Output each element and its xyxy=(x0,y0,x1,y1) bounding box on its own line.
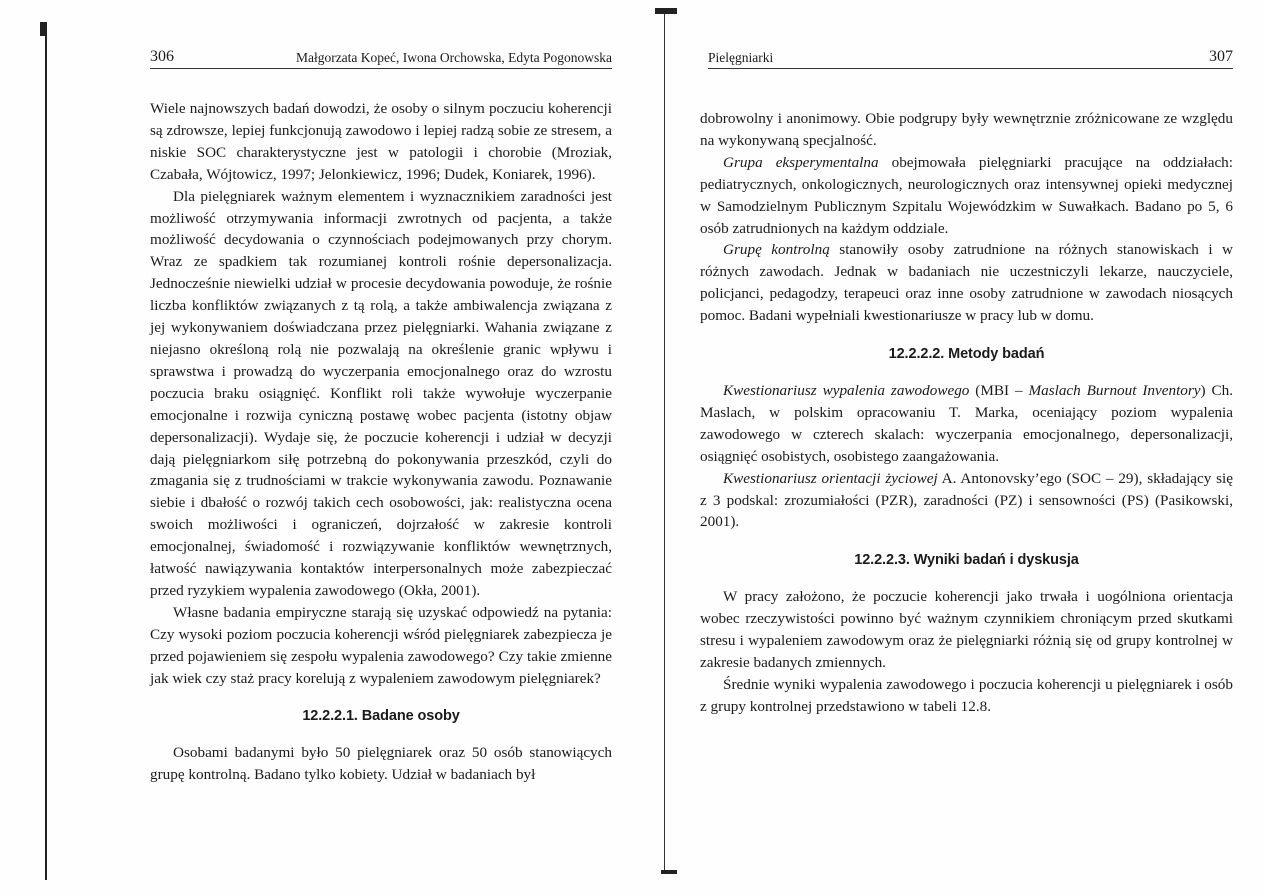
paragraph: Dla pielęgniarek ważnym elementem i wyznacznikiem zaradności jest możliwość otrzymywania informacji zwrotnych od pacjenta, a także możliwość decydowania o czynnościach podejmowanych przy chorym. Wraz ze spadkiem tak rozumianej kontroli rośnie depersonalizacja. Jednocześnie niewielki udział w procesie decydowania powoduje, że rośnie liczba konfliktów związanych z tą rolą, a także ambiwalencja związana z jej wykonywaniem doświadczana przez pielęgniarki. Wahania związane z niejasno określoną rolą nie pozwalają na określenie granic wpływu i sprawstwa i prowadzą do wyczerpania emocjonalnego oraz do wzrostu poczucia braku osiągnięć. Konflikt roli także wywołuje wyczerpanie emocjonalne i rozwija cyniczną postawę wobec pacjenta (istotny objaw depersonalizacji). Wydaje się, że poczucie koherencji i udział w decyzji dają pielęgniarkom siłę potrzebną do pokonywania przeszkód, czyli do zmagania się z trudnościami w trakcie wykonywania zawodu. Poznawanie siebie i dbałość o rozwój takich cech osobowości, jak: realistyczna ocena swoich możliwości i ograniczeń, dojrzałość w zakresie kontroli emocjonalnej, świadomość i rozwiązywanie konfliktów wewnętrznych, łatwość nawiązywania kontaktów interpersonalnych może zabezpieczać przed ryzykiem wypalenia zawodowego (Okła, 2001). xyxy=(150,187,612,599)
paragraph: Średnie wyniki wypalenia zawodowego i poczucia koherencji u pielęgniarek i osób z grupy kontrolnej przedstawiono w tabeli 12.8. xyxy=(700,675,1233,715)
left-page-body xyxy=(150,98,612,786)
paragraph: Wiele najnowszych badań dowodzi, że osoby o silnym poczuciu koherencji są zdrowsze, lepiej funkcjonują zawodowo i lepiej radzą sobie ze stresem, a niskie SOC charakterystyczne jest w patologii i chorobie (Mroziak, Czabała, Wójtowicz, 1997; Jelonkiewicz, 1996; Dudek, Koniarek, 1996). xyxy=(150,100,612,183)
right-page-body xyxy=(700,108,1233,718)
italic-term: Maslach Burnout Inventory xyxy=(1028,381,1201,399)
paragraph: W pracy założono, że poczucie koherencji jako trwała i uogólniona orientacja wobec rzeczywistości powinno być ważnym czynnikiem chroniącym przed skutkami stresu i wypaleniem zawodowym oraz że pielęgniarki różnią się od grupy kontrolnej w zakresie badanych zmiennych. xyxy=(700,588,1233,671)
italic-term: Kwestionariusz wypalenia zawodowego xyxy=(723,381,970,399)
italic-term: Grupę kontrolną xyxy=(723,241,830,259)
italic-term: Kwestionariusz orientacji życiowej xyxy=(723,469,938,487)
left-running-header xyxy=(150,50,612,69)
paragraph: Osobami badanymi było 50 pielęgniarek oraz 50 osób stanowiących grupę kontrolną. Badano tylko kobiety. Udział w badaniach był xyxy=(150,744,612,784)
section-heading: 12.2.2.3. Wyniki badań i dyskusja xyxy=(854,552,1079,569)
italic-term: Grupa eksperymentalna xyxy=(723,153,879,171)
running-head-chapter: Pielęgniarki xyxy=(708,50,774,65)
section-heading: 12.2.2.1. Badane osoby xyxy=(302,708,460,725)
paragraph: Grupę kontrolną stanowiły osoby zatrudnione na różnych stanowiskach i w różnych zawodach. Jednak w badaniach nie uczestniczyli lekarze, nauczyciele, policjanci, pedagodzy, terapeuci oraz inne osoby zatrudnione w zawodach niosących pomoc. Badani wypełniali kwestionariusze w pracy lub w domu. xyxy=(700,241,1233,325)
section-heading: 12.2.2.2. Metody badań xyxy=(888,346,1045,363)
right-page xyxy=(658,0,1262,894)
running-head-authors: Małgorzata Kopeć, Iwona Orchowska, Edyta Pogonowska xyxy=(295,50,612,65)
paragraph: Kwestionariusz wypalenia zawodowego (MBI – Maslach Burnout Inventory) Ch. Maslach, w polskim opracowaniu T. Marka, oceniający poziom wypalenia zawodowego w czterech skalach: wyczerpania emocjonalnego, depersonalizacji, osiągnięć osobistych, osobistego zaangażowania. xyxy=(700,381,1234,465)
paragraph: Własne badania empiryczne starają się uzyskać odpowiedź na pytania: Czy wysoki poziom poczucia koherencji wśród pielęgniarek zabezpiecza je przed pojawieniem się zespołu wypalenia zawodowego? Czy takie zmienne jak wiek czy staż pracy korelują z wypaleniem zawodowym pielęgniarek? xyxy=(150,603,612,687)
page-number: 307 xyxy=(1209,48,1233,65)
page-number: 306 xyxy=(150,48,174,65)
paragraph: Grupa eksperymentalna obejmowała pielęgniarki pracujące na oddziałach: pediatrycznych, onkologicznych, neurologicznych oraz intensywnej opieki medycznej w Samodzielnym Publicznym Szpitalu Wojewódzkim w Suwałkach. Badano po 5, 6 osób zatrudnionych na każdym oddziale. xyxy=(700,153,1233,237)
right-running-header xyxy=(708,50,1233,69)
paragraph: dobrowolny i anonimowy. Obie podgrupy były wewnętrznie zróżnicowane ze względu na wykonywaną specjalność. xyxy=(700,110,1233,149)
paragraph: Kwestionariusz orientacji życiowej A. Antonovsky’ego (SOC – 29), składający się z 3 podskal: zrozumiałości (PZR), zaradności (PZ) i sensowności (PS) (Pasikowski, 2001). xyxy=(700,469,1234,531)
